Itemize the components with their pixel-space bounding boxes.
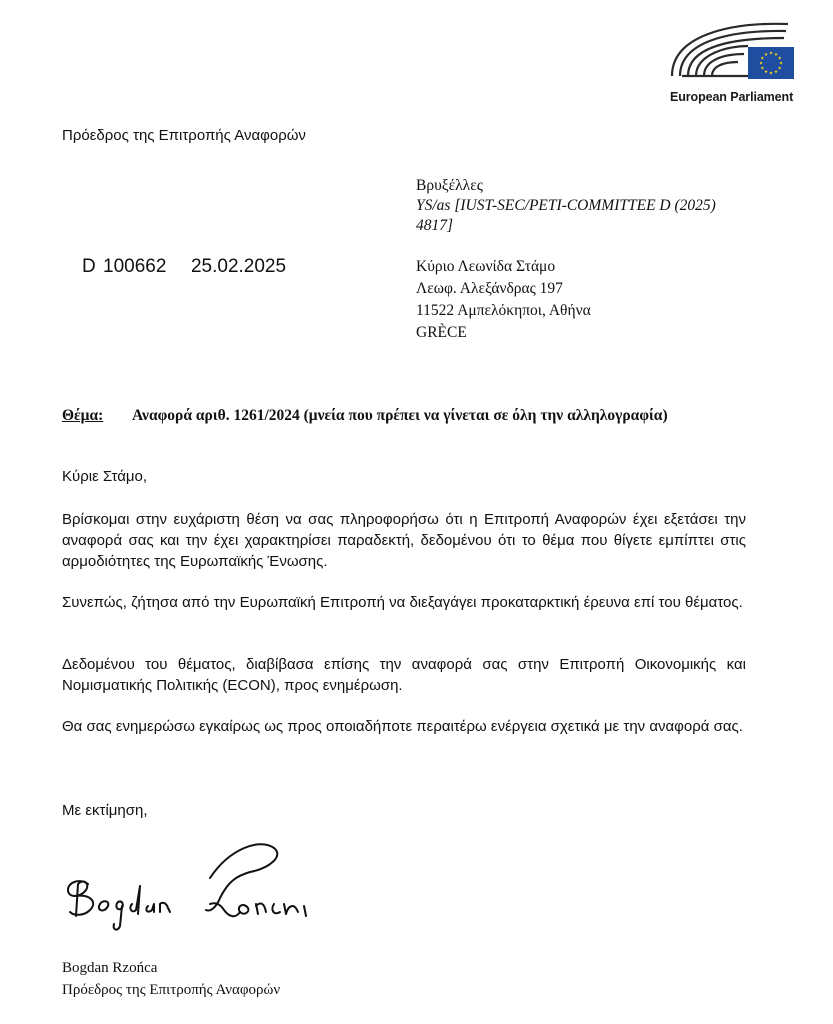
recipient-city: 11522 Αμπελόκηποι, Αθήνα [416, 302, 591, 319]
document-date: 25.02.2025 [190, 256, 287, 277]
body-paragraph: Δεδομένου του θέματος, διαβίβασα επίσης την αναφορά σας στην Επιτροπή Οικονομικής και Νομισματικής Πολιτικής (ECON), προς ενημέρωση. [62, 656, 746, 694]
salutation: Κύριε Στάμο, [62, 468, 148, 485]
address-block [416, 176, 716, 236]
body-paragraph: Θα σας ενημερώσω εγκαίρως ως προς οποιαδήποτε περαιτέρω ενέργεια σχετικά με την αναφορά σας. [62, 718, 743, 735]
subject-label: Θέμα: [62, 407, 104, 424]
european-parliament-logo [668, 16, 798, 108]
document-stamp [82, 256, 286, 278]
body-paragraph: Βρίσκομαι στην ευχάριστη θέση να σας πληροφορήσω ότι η Επιτροπή Αναφορών έχει εξετάσει την αναφορά σας και την έχει χαρακτηρίσει παραδεκτή, δεδομένου ότι το θέμα που θίγετε εμπίπτει στις αρμοδιότητες της Ευρωπαϊκής Ένωσης. [62, 511, 746, 570]
recipient-address [416, 256, 591, 344]
subject-line [62, 405, 746, 427]
reference-code: YS/as [IUST-SEC/PETI-COMMITTEE D (2025) 4817] [416, 197, 716, 234]
european-parliament-hemicycle-icon [668, 16, 798, 88]
city: Βρυξέλλες [416, 177, 483, 194]
signer-role: Πρόεδρος της Επιτροπής Αναφορών [62, 982, 281, 998]
subject-text: Αναφορά αριθ. 1261/2024 (μνεία που πρέπει να γίνεται σε όλη την αλληλογραφία) [132, 407, 668, 424]
logo-name: European Parliament [670, 90, 794, 104]
sender-title: Πρόεδρος της Επιτροπής Αναφορών [62, 127, 306, 144]
handwritten-signature [60, 838, 330, 948]
signer-name: Bogdan Rzońca [62, 960, 158, 976]
eu-flag-icon [748, 47, 794, 79]
document-number: D 100662 [82, 256, 167, 277]
closing: Με εκτίμηση, [62, 802, 148, 819]
recipient-street: Λεωφ. Αλεξάνδρας 197 [416, 280, 563, 297]
body-paragraph: Συνεπώς, ζήτησα από την Ευρωπαϊκή Επιτροπή να διεξαγάγει προκαταρκτική έρευνα επί του θέματος. [62, 594, 743, 611]
recipient-country: GRÈCE [416, 324, 467, 341]
recipient-name: Κύριο Λεωνίδα Στάμο [416, 258, 556, 275]
